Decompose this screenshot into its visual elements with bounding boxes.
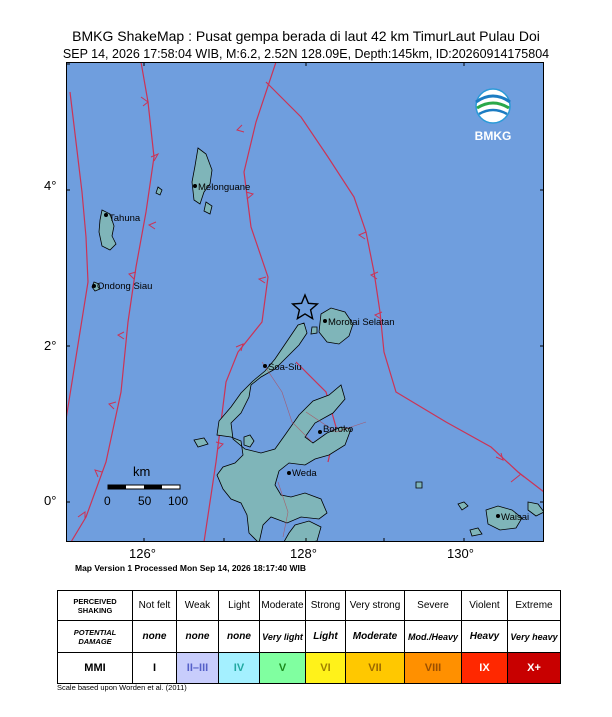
shakemap[interactable] (66, 62, 544, 542)
x-tick-label: 130° (447, 546, 474, 561)
x-tick-label: 126° (129, 546, 156, 561)
mmi-cell: VII (346, 653, 405, 684)
damage-cell: Light (306, 621, 346, 653)
mmi-cell: I (133, 653, 177, 684)
y-tick-label: 4° (44, 178, 57, 193)
mmi-cell: VI (306, 653, 346, 684)
scale-label-50: 50 (138, 494, 152, 508)
shaking-cell: Violent (462, 591, 508, 621)
damage-cell: Heavy (462, 621, 508, 653)
scale-footnote: Scale based upon Worden et al. (2011) (57, 683, 187, 692)
scale-label-100: 100 (168, 494, 189, 508)
mmi-cell: IV (219, 653, 260, 684)
legend-header-mmi: MMI (58, 653, 133, 684)
damage-cell: Very light (260, 621, 306, 653)
shaking-cell: Extreme (508, 591, 561, 621)
shaking-cell: Weak (177, 591, 219, 621)
legend-header-shaking: PERCEIVED SHAKING (58, 591, 133, 621)
damage-cell: none (177, 621, 219, 653)
shaking-cell: Severe (405, 591, 462, 621)
place-label-tahuna: Tahuna (109, 213, 141, 224)
scale-unit: km (133, 464, 151, 479)
event-info: SEP 14, 2026 17:58:04 WIB, M:6.2, 2.52N 128.09E, Depth:145km, ID:20260914175804 (62, 47, 550, 61)
legend-header-damage: POTENTIAL DAMAGE (58, 621, 133, 653)
mmi-cell: IX (462, 653, 508, 684)
mmi-cell: X+ (508, 653, 561, 684)
shaking-cell: Very strong (346, 591, 405, 621)
map-title: BMKG ShakeMap : Pusat gempa berada di laut 42 km TimurLaut Pulau Doi (72, 28, 540, 44)
damage-cell: Mod./Heavy (405, 621, 462, 653)
place-label-soa-siu: Soa-Siu (268, 362, 302, 373)
scale-label-0: 0 (104, 494, 111, 508)
shaking-cell: Not felt (133, 591, 177, 621)
place-label-morotai-selatan: Morotai Selatan (328, 317, 395, 328)
x-tick-label: 128° (290, 546, 317, 561)
place-label-ondong-siau: Ondong Siau (97, 281, 153, 292)
processed-info: Map Version 1 Processed Mon Sep 14, 2026 18:17:40 WIB (75, 563, 307, 573)
logo-text: BMKG (474, 129, 512, 143)
place-label-waisai: Waisai (501, 512, 530, 523)
damage-cell: Moderate (346, 621, 405, 653)
shaking-cell: Strong (306, 591, 346, 621)
intensity-legend (57, 590, 561, 684)
place-label-weda: Weda (292, 468, 317, 479)
mmi-cell: VIII (405, 653, 462, 684)
place-label-melonguane: Melonguane (198, 182, 251, 193)
mmi-cell: II–III (177, 653, 219, 684)
bmkg-logo (475, 89, 512, 143)
mmi-cell: V (260, 653, 306, 684)
y-tick-label: 2° (44, 338, 57, 353)
damage-cell: none (133, 621, 177, 653)
place-label-boroko: Boroko (323, 424, 354, 435)
damage-cell: Very heavy (508, 621, 561, 653)
shaking-cell: Light (219, 591, 260, 621)
y-tick-label: 0° (44, 493, 57, 508)
shaking-cell: Moderate (260, 591, 306, 621)
damage-cell: none (219, 621, 260, 653)
